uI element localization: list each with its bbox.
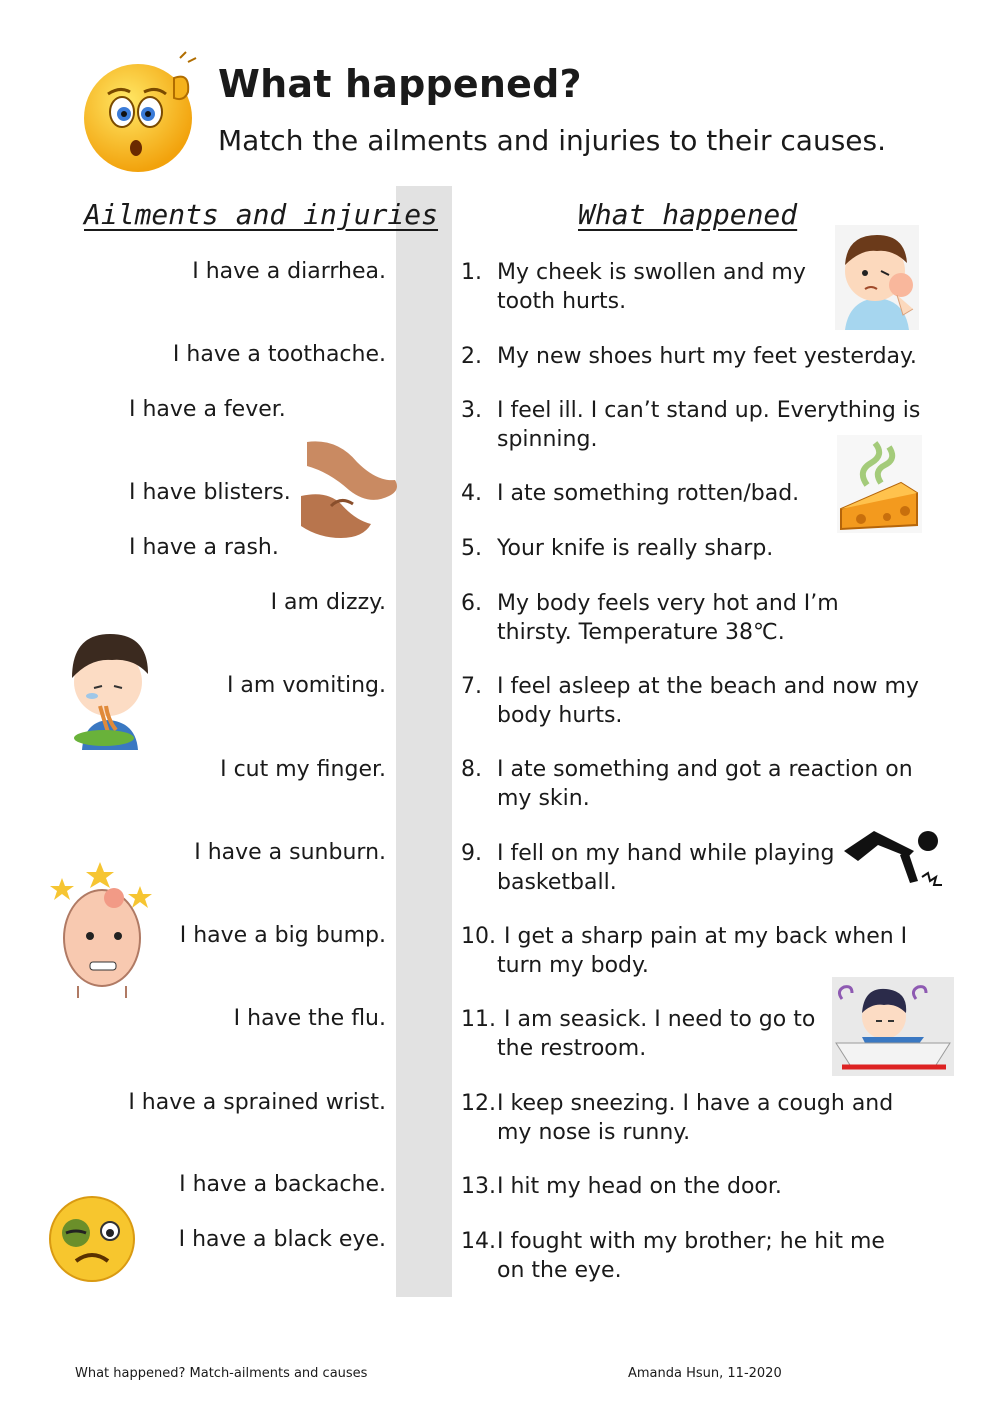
toothache-boy-icon: [835, 225, 919, 330]
cause-item: [461, 755, 913, 813]
cause-text: I am seasick. I need to go to: [497, 1007, 816, 1032]
cause-item: [461, 672, 919, 730]
ailment-item: I have a fever.: [129, 397, 286, 422]
cause-item: [461, 922, 907, 980]
cause-number: 7.: [461, 674, 482, 699]
cause-number: 11.: [461, 1007, 496, 1032]
causes-heading: What happened: [578, 198, 798, 231]
cause-text-cont: basketball.: [497, 870, 617, 895]
cause-item: [461, 534, 773, 563]
seasick-boy-icon: [832, 977, 954, 1076]
cause-item: [461, 479, 799, 508]
rotten-cheese-icon: [837, 435, 922, 533]
cause-text-cont: my skin.: [497, 786, 590, 811]
cause-number: 1.: [461, 260, 482, 285]
cause-text: I fell on my hand while playing: [497, 841, 835, 866]
cause-number: 9.: [461, 841, 482, 866]
confused-emoji-icon: [78, 50, 204, 174]
ailment-item: I have the flu.: [233, 1006, 386, 1031]
cause-text: I feel asleep at the beach and now my: [497, 674, 919, 699]
cause-item: [461, 1005, 815, 1063]
column-divider: [396, 186, 452, 1297]
ailment-item: I have a rash.: [129, 535, 279, 560]
cause-item: [461, 258, 806, 316]
cause-number: 14.: [461, 1229, 496, 1254]
cause-text: I ate something rotten/bad.: [497, 481, 800, 506]
ailment-item: I have a sprained wrist.: [128, 1090, 386, 1115]
cause-item: [461, 1089, 893, 1147]
cause-text: I keep sneezing. I have a cough and: [497, 1091, 894, 1116]
cause-text-cont: turn my body.: [497, 953, 649, 978]
ailment-item: I am dizzy.: [270, 590, 386, 615]
falling-person-icon: [838, 821, 950, 893]
cause-number: 3.: [461, 398, 482, 423]
blister-foot-icon: [301, 436, 399, 540]
cause-text: I fought with my brother; he hit me: [497, 1229, 885, 1254]
cause-item: [461, 342, 917, 371]
cause-text: I feel ill. I can’t stand up. Everything is: [497, 398, 921, 423]
ailment-item: I have a diarrhea.: [192, 259, 386, 284]
cause-text-cont: the restroom.: [497, 1036, 647, 1061]
cause-number: 5.: [461, 536, 482, 561]
cause-number: 2.: [461, 344, 482, 369]
ailment-item: I cut my finger.: [220, 757, 386, 782]
page-subtitle: Match the ailments and injuries to their causes.: [218, 124, 887, 157]
cause-item: [461, 589, 839, 647]
cause-number: 10.: [461, 924, 496, 949]
ailment-item: I have a toothache.: [172, 342, 386, 367]
page-title: What happened?: [218, 62, 582, 106]
ailment-item: I have blisters.: [129, 480, 291, 505]
ailment-item: I have a sunburn.: [194, 840, 386, 865]
cause-text: I ate something and got a reaction on: [497, 757, 913, 782]
black-eye-emoji-icon: [48, 1195, 136, 1283]
cause-text-cont: tooth hurts.: [497, 289, 627, 314]
cause-text: My new shoes hurt my feet yesterday.: [497, 344, 917, 369]
cause-item: [461, 839, 834, 897]
cause-text-cont: thirsty. Temperature 38℃.: [497, 620, 785, 645]
cause-text-cont: my nose is runny.: [497, 1120, 691, 1145]
ailment-item: I have a black eye.: [178, 1227, 386, 1252]
cause-text-cont: on the eye.: [497, 1258, 622, 1283]
cause-text: I hit my head on the door.: [497, 1174, 782, 1199]
ailment-item: I have a big bump.: [179, 923, 386, 948]
ailments-heading: Ailments and injuries: [84, 198, 439, 231]
cause-text: Your knife is really sharp.: [497, 536, 774, 561]
cause-text: My body feels very hot and I’m: [497, 591, 839, 616]
cause-number: 8.: [461, 757, 482, 782]
cause-text: I get a sharp pain at my back when I: [497, 924, 908, 949]
cause-item: [461, 1172, 782, 1201]
vomiting-boy-icon: [64, 632, 150, 750]
cause-number: 12.: [461, 1091, 496, 1116]
cause-text-cont: body hurts.: [497, 703, 623, 728]
footer-title: What happened? Match-ailments and causes: [75, 1366, 368, 1381]
cause-number: 4.: [461, 481, 482, 506]
cause-number: 6.: [461, 591, 482, 616]
cause-text-cont: spinning.: [497, 427, 598, 452]
footer-author: Amanda Hsun, 11-2020: [628, 1366, 782, 1381]
dizzy-bald-man-icon: [48, 858, 154, 998]
ailment-item: I am vomiting.: [226, 673, 386, 698]
cause-text: My cheek is swollen and my: [497, 260, 806, 285]
ailment-item: I have a backache.: [179, 1172, 386, 1197]
cause-number: 13.: [461, 1174, 496, 1199]
cause-item: [461, 1227, 885, 1285]
